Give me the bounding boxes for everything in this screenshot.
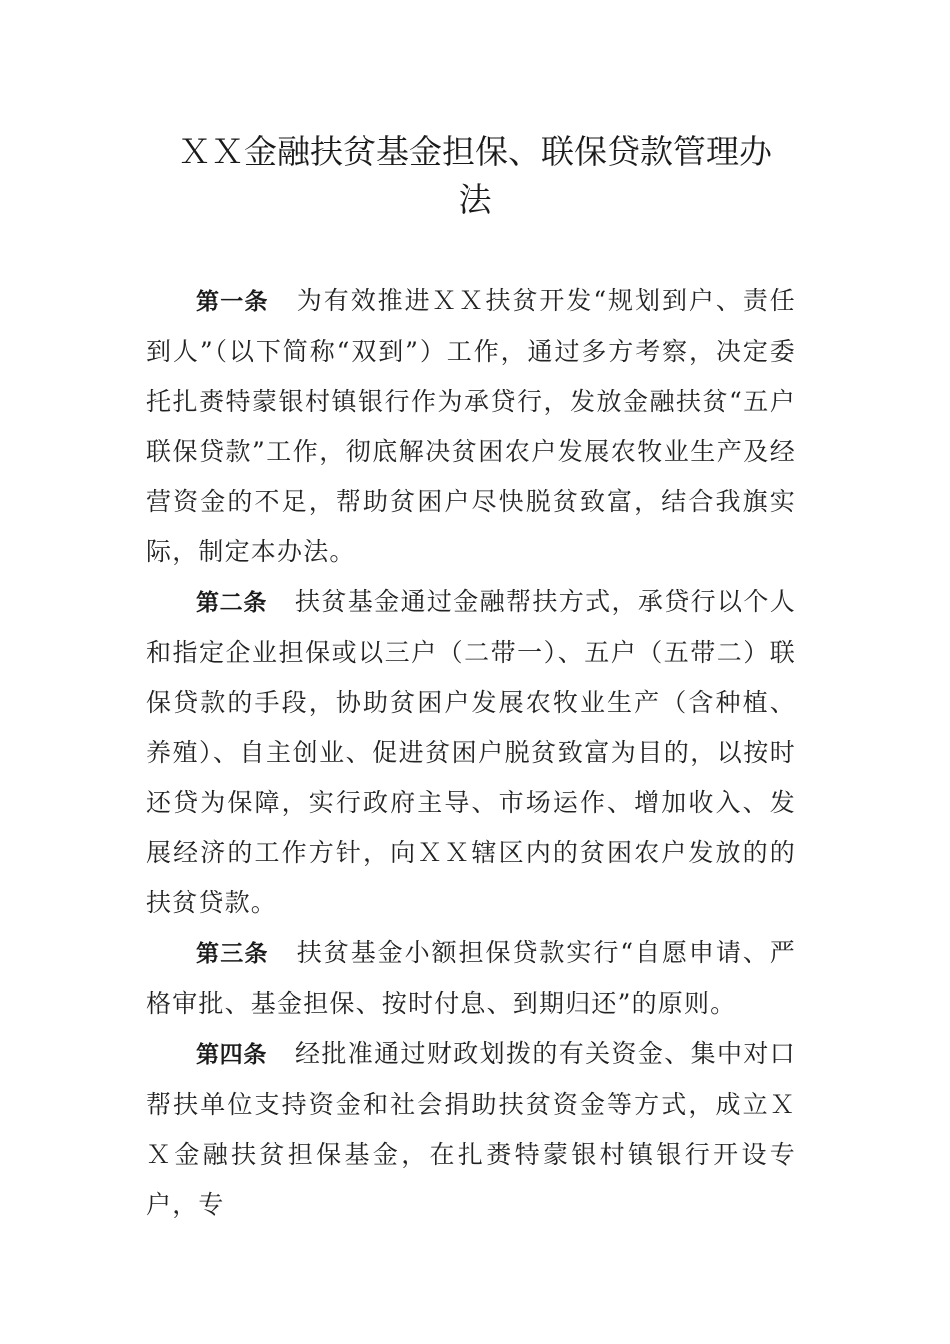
- article-text: 为有效推进ＸＸ扶贫开发“规划到户、责任到人”（以下简称“双到”）工作，通过多方考察，决定委托扎赉特蒙银村镇银行作为承贷行，发放金融扶贫“五户联保贷款”工作，彻底解决贫困农户发展农牧业生产及经营资金的不足，帮助贫困户尽快脱贫致富，结合我旗实际，制定本办法。: [146, 286, 796, 566]
- article-text: 扶贫基金小额担保贷款实行“自愿申请、严格审批、基金担保、按时付息、到期归还”的原则。: [146, 938, 796, 1018]
- article-1: [146, 276, 796, 577]
- article-number: 第二条: [196, 590, 268, 616]
- document-title: [150, 128, 800, 224]
- title-line-1: ＸＸ金融扶贫基金担保、联保贷款管理办: [178, 132, 772, 171]
- article-text: 经批准通过财政划拨的有关资金、集中对口帮扶单位支持资金和社会捐助扶贫资金等方式，成立ＸＸ金融扶贫担保基金，在扎赉特蒙银村镇银行开设专户，专: [146, 1039, 796, 1219]
- article-text: 扶贫基金通过金融帮扶方式，承贷行以个人和指定企业担保或以三户（二带一）、五户（五带二）联保贷款的手段，协助贫困户发展农牧业生产（含种植、养殖）、自主创业、促进贫困户脱贫致富为目的，以按时还贷为保障，实行政府主导、市场运作、增加收入、发展经济的工作方针，向ＸＸ辖区内的贫困农户发放的的扶贫贷款。: [146, 587, 796, 917]
- article-number: 第一条: [196, 289, 269, 315]
- article-2: [146, 577, 796, 928]
- article-4: [146, 1029, 796, 1230]
- article-3: [146, 928, 796, 1029]
- document-body: [146, 276, 796, 1230]
- article-number: 第三条: [196, 941, 269, 967]
- title-line-2: 法: [458, 180, 492, 219]
- article-number: 第四条: [196, 1042, 268, 1068]
